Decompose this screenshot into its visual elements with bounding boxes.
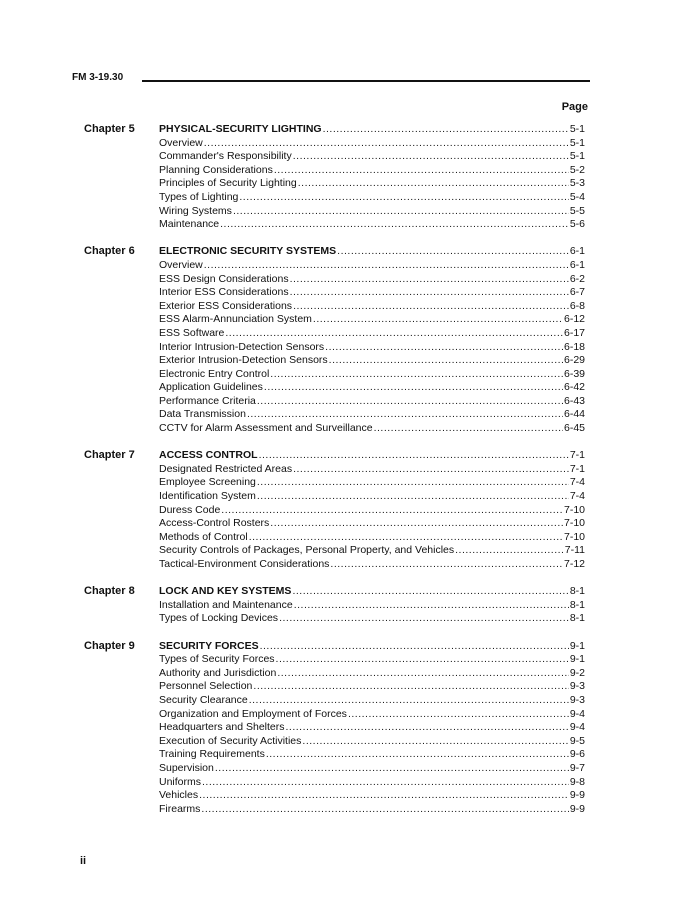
entry-page-number: 8-1 — [569, 612, 585, 625]
toc-entry[interactable] — [159, 803, 585, 817]
entry-title: Employee Screening — [159, 476, 256, 489]
entry-title: Organization and Employment of Forces — [159, 707, 347, 720]
entry-page-number: 8-1 — [569, 585, 585, 598]
entry-title: Access-Control Rosters — [159, 517, 270, 530]
entry-title: Installation and Maintenance — [159, 598, 293, 611]
entry-title: Tactical-Environment Considerations — [159, 558, 330, 570]
dot-leader — [247, 408, 563, 422]
chapter-label: Chapter 5 — [84, 123, 135, 135]
entry-title: ESS Alarm-Annunciation System — [159, 313, 312, 326]
toc-entry[interactable] — [159, 599, 585, 613]
entry-page-number: 7-12 — [563, 558, 585, 570]
dot-leader — [270, 368, 563, 382]
entry-page-number: 6-17 — [563, 326, 585, 339]
toc-entry[interactable] — [159, 476, 585, 490]
chapter-title-entry[interactable] — [159, 245, 585, 259]
entry-title: Interior ESS Considerations — [159, 286, 289, 299]
chapter-entries — [159, 123, 585, 232]
dot-leader — [225, 327, 563, 341]
toc-chapter — [84, 449, 585, 571]
chapter-entries — [159, 449, 585, 571]
entry-page-number: 9-6 — [569, 748, 585, 761]
chapter-title: ACCESS CONTROL — [159, 449, 258, 462]
dot-leader — [274, 164, 569, 178]
page-column-label: Page — [561, 101, 588, 113]
entry-page-number: 6-8 — [569, 299, 585, 312]
entry-title: Execution of Security Activities — [159, 734, 302, 747]
entry-page-number: 7-4 — [569, 476, 585, 489]
dot-leader — [374, 422, 563, 436]
entry-title: Commander's Responsibility — [159, 150, 292, 163]
entry-page-number: 9-3 — [569, 693, 585, 706]
entry-title: Exterior Intrusion-Detection Sensors — [159, 354, 328, 367]
entry-page-number: 5-5 — [569, 204, 585, 217]
dot-leader — [221, 504, 563, 518]
dot-leader — [253, 680, 568, 694]
toc-entry[interactable] — [159, 694, 585, 708]
entry-page-number: 5-6 — [569, 218, 585, 231]
entry-title: Principles of Security Lighting — [159, 177, 297, 190]
dot-leader — [266, 748, 569, 762]
toc-entry[interactable] — [159, 558, 585, 572]
toc-entry[interactable] — [159, 313, 585, 327]
toc-entry[interactable] — [159, 490, 585, 504]
dot-leader — [249, 694, 569, 708]
entry-page-number: 6-43 — [563, 394, 585, 407]
dot-leader — [302, 735, 568, 749]
entry-title: Security Controls of Packages, Personal Property, and Vehicles — [159, 544, 455, 557]
entry-page-number: 9-5 — [569, 734, 585, 747]
toc-entry[interactable] — [159, 191, 585, 205]
toc-entry[interactable] — [159, 381, 585, 395]
entry-title: Methods of Control — [159, 530, 248, 543]
toc-entry[interactable] — [159, 653, 585, 667]
toc-entry[interactable] — [159, 422, 585, 436]
chapter-title: ELECTRONIC SECURITY SYSTEMS — [159, 245, 337, 258]
entry-page-number: 7-10 — [563, 503, 585, 516]
entry-page-number: 7-1 — [569, 449, 585, 462]
dot-leader — [277, 667, 569, 681]
toc-entry[interactable] — [159, 150, 585, 164]
toc-entry[interactable] — [159, 735, 585, 749]
entry-page-number: 6-18 — [563, 340, 585, 353]
entry-page-number: 9-4 — [569, 721, 585, 734]
toc-entry[interactable] — [159, 137, 585, 151]
chapter-title: LOCK AND KEY SYSTEMS — [159, 585, 292, 598]
dot-leader — [215, 762, 569, 776]
toc-entry[interactable] — [159, 721, 585, 735]
entry-title: ESS Design Considerations — [159, 272, 289, 285]
dot-leader — [293, 463, 569, 477]
entry-page-number: 8-1 — [569, 598, 585, 611]
chapter-label: Chapter 9 — [84, 639, 135, 652]
entry-page-number: 7-1 — [569, 462, 585, 475]
chapter-title: PHYSICAL-SECURITY LIGHTING — [159, 123, 322, 135]
dot-leader — [290, 273, 569, 287]
toc-chapter — [84, 245, 585, 435]
page-header — [72, 72, 590, 86]
chapter-title: SECURITY FORCES — [159, 639, 259, 652]
dot-leader — [249, 531, 563, 545]
entry-title: Identification System — [159, 490, 256, 503]
dot-leader — [233, 205, 569, 219]
dot-leader — [337, 245, 569, 259]
toc-entry[interactable] — [159, 205, 585, 219]
entry-page-number: 6-2 — [569, 272, 585, 285]
dot-leader — [348, 708, 569, 722]
table-of-contents — [84, 123, 585, 830]
chapter-title-entry[interactable] — [159, 123, 585, 137]
entry-title: Wiring Systems — [159, 204, 232, 217]
dot-leader — [201, 803, 568, 817]
entry-title: Overview — [159, 136, 203, 149]
entry-title: Headquarters and Shelters — [159, 721, 285, 734]
dot-leader — [313, 313, 563, 327]
entry-page-number: 6-44 — [563, 408, 585, 421]
toc-entry[interactable] — [159, 612, 585, 626]
toc-entry[interactable] — [159, 789, 585, 803]
entry-page-number: 7-10 — [563, 517, 585, 530]
entry-title: Overview — [159, 258, 203, 271]
toc-entry[interactable] — [159, 273, 585, 287]
entry-title: Data Transmission — [159, 408, 246, 421]
toc-chapter — [84, 640, 585, 817]
dot-leader — [286, 721, 569, 735]
entry-title: Training Requirements — [159, 748, 265, 761]
toc-entry[interactable] — [159, 748, 585, 762]
dot-leader — [329, 354, 563, 368]
entry-title: CCTV for Alarm Assessment and Surveillance — [159, 422, 373, 435]
entry-page-number: 9-7 — [569, 761, 585, 774]
chapter-title-entry[interactable] — [159, 640, 585, 654]
entry-page-number: 5-1 — [569, 150, 585, 163]
entry-title: Firearms — [159, 802, 201, 815]
dot-leader — [257, 490, 569, 504]
page-number: ii — [80, 855, 87, 867]
entry-page-number: 6-1 — [569, 245, 585, 258]
entry-title: Interior Intrusion-Detection Sensors — [159, 340, 325, 353]
entry-page-number: 5-3 — [569, 177, 585, 190]
dot-leader — [264, 381, 563, 395]
dot-leader — [293, 150, 569, 164]
dot-leader — [294, 599, 569, 613]
chapter-label: Chapter 8 — [84, 585, 135, 598]
entry-page-number: 6-7 — [569, 286, 585, 299]
entry-page-number: 6-1 — [569, 258, 585, 271]
dot-leader — [270, 517, 563, 531]
chapter-entries — [159, 585, 585, 626]
entry-title: ESS Software — [159, 326, 225, 339]
entry-title: Designated Restricted Areas — [159, 462, 293, 475]
entry-page-number: 5-1 — [569, 123, 585, 135]
entry-page-number: 6-29 — [563, 354, 585, 367]
toc-entry[interactable] — [159, 395, 585, 409]
dot-leader — [259, 449, 569, 463]
entry-title: Personnel Selection — [159, 680, 253, 693]
toc-entry[interactable] — [159, 300, 585, 314]
entry-page-number: 9-2 — [569, 666, 585, 679]
dot-leader — [330, 558, 563, 572]
chapter-label: Chapter 7 — [84, 449, 135, 462]
entry-title: Maintenance — [159, 218, 220, 231]
toc-entry[interactable] — [159, 762, 585, 776]
toc-entry[interactable] — [159, 531, 585, 545]
toc-entry[interactable] — [159, 504, 585, 518]
toc-entry[interactable] — [159, 708, 585, 722]
dot-leader — [292, 585, 568, 599]
toc-entry[interactable] — [159, 776, 585, 790]
entry-title: Types of Security Forces — [159, 653, 275, 666]
entry-page-number: 6-39 — [563, 367, 585, 380]
entry-title: Performance Criteria — [159, 394, 256, 407]
toc-entry[interactable] — [159, 354, 585, 368]
dot-leader — [290, 286, 569, 300]
dot-leader — [239, 191, 568, 205]
dot-leader — [202, 776, 569, 790]
toc-chapter — [84, 585, 585, 626]
entry-title: Supervision — [159, 761, 214, 774]
toc-entry[interactable] — [159, 286, 585, 300]
entry-title: Types of Lighting — [159, 190, 239, 203]
dot-leader — [455, 544, 564, 558]
entry-page-number: 7-4 — [569, 490, 585, 503]
entry-page-number: 7-11 — [564, 544, 585, 557]
entry-page-number: 5-4 — [569, 190, 585, 203]
entry-page-number: 9-9 — [569, 802, 585, 815]
dot-leader — [293, 300, 569, 314]
entry-page-number: 7-10 — [563, 530, 585, 543]
entry-title: Electronic Entry Control — [159, 367, 270, 380]
entry-page-number: 5-2 — [569, 163, 585, 176]
entry-title: Duress Code — [159, 503, 221, 516]
chapter-entries — [159, 245, 585, 435]
document-id: FM 3-19.30 — [72, 72, 124, 83]
toc-entry[interactable] — [159, 164, 585, 178]
dot-leader — [257, 476, 569, 490]
entry-page-number: 6-42 — [563, 381, 585, 394]
entry-title: Application Guidelines — [159, 381, 263, 394]
entry-page-number: 9-4 — [569, 707, 585, 720]
dot-leader — [220, 218, 569, 232]
chapter-title-entry[interactable] — [159, 449, 585, 463]
toc-entry[interactable] — [159, 463, 585, 477]
entry-title: Vehicles — [159, 789, 199, 802]
toc-entry[interactable] — [159, 368, 585, 382]
toc-entry[interactable] — [159, 544, 585, 558]
toc-entry[interactable] — [159, 341, 585, 355]
dot-leader — [276, 653, 569, 667]
dot-leader — [260, 640, 569, 654]
entry-title: Planning Considerations — [159, 163, 273, 176]
dot-leader — [279, 612, 569, 626]
dot-leader — [204, 259, 569, 273]
toc-entry[interactable] — [159, 327, 585, 341]
entry-page-number: 9-9 — [569, 789, 585, 802]
entry-title: Uniforms — [159, 775, 202, 788]
dot-leader — [204, 137, 569, 151]
chapter-entries — [159, 640, 585, 817]
entry-page-number: 9-8 — [569, 775, 585, 788]
entry-page-number: 5-1 — [569, 136, 585, 149]
entry-page-number: 6-12 — [563, 313, 585, 326]
entry-page-number: 9-3 — [569, 680, 585, 693]
dot-leader — [199, 789, 569, 803]
dot-leader — [257, 395, 563, 409]
entry-page-number: 9-1 — [569, 653, 585, 666]
dot-leader — [298, 177, 569, 191]
toc-entry[interactable] — [159, 177, 585, 191]
toc-entry[interactable] — [159, 517, 585, 531]
entry-page-number: 9-1 — [569, 639, 585, 652]
entry-title: Exterior ESS Considerations — [159, 299, 293, 312]
entry-title: Security Clearance — [159, 693, 248, 706]
dot-leader — [323, 123, 569, 137]
chapter-label: Chapter 6 — [84, 245, 135, 258]
entry-page-number: 6-45 — [563, 422, 585, 435]
dot-leader — [325, 341, 563, 355]
chapter-title-entry[interactable] — [159, 585, 585, 599]
toc-entry[interactable] — [159, 667, 585, 681]
toc-entry[interactable] — [159, 218, 585, 232]
entry-title: Types of Locking Devices — [159, 612, 279, 625]
toc-entry[interactable] — [159, 680, 585, 694]
toc-entry[interactable] — [159, 408, 585, 422]
entry-title: Authority and Jurisdiction — [159, 666, 277, 679]
header-rule — [142, 80, 590, 82]
toc-entry[interactable] — [159, 259, 585, 273]
toc-chapter — [84, 123, 585, 232]
